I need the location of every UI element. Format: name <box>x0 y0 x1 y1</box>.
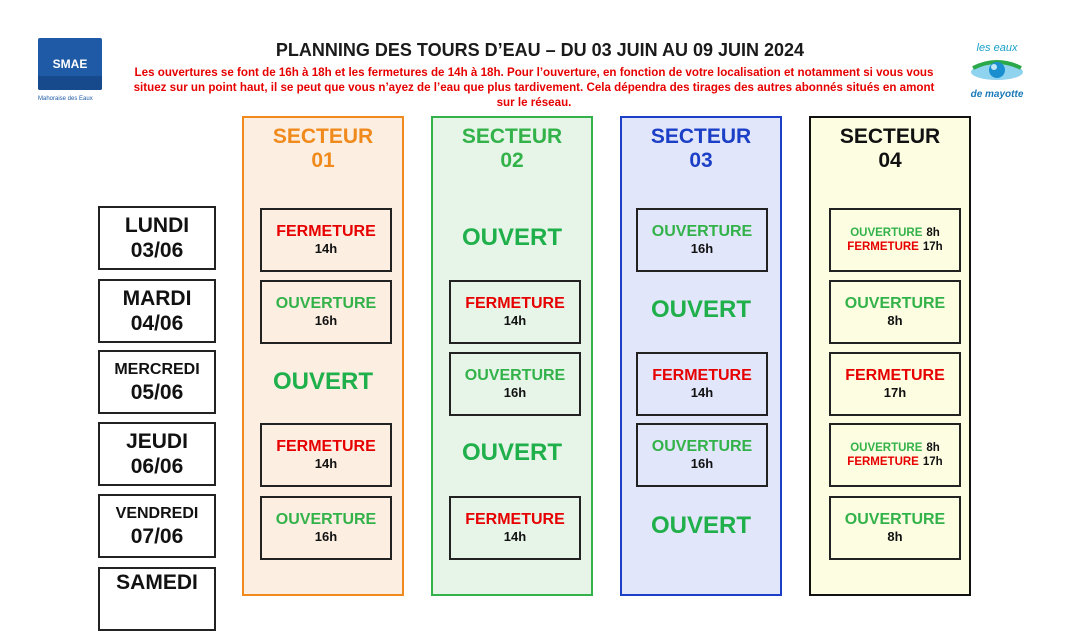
time-label: 16h <box>314 313 338 328</box>
schedule-cell-s1-day4 <box>260 423 392 487</box>
time-label: 14h <box>314 241 338 256</box>
opening-label: OUVERTURE <box>850 227 923 239</box>
time-label: 8h <box>887 529 903 544</box>
opening-label: OUVERTURE <box>651 438 753 455</box>
schedule-cell-s3-day3 <box>636 352 768 416</box>
schedule-cell-s3-day4 <box>636 423 768 487</box>
schedule-cell-s2-day3 <box>449 352 581 416</box>
sector-label: SECTEUR <box>461 125 563 148</box>
opening-label: OUVERTURE <box>844 511 946 528</box>
sector-02-header <box>433 125 591 173</box>
closing-label: FERMETURE <box>465 511 565 528</box>
schedule-cell-s1-day5 <box>260 496 392 560</box>
open-status-s3-day2: OUVERT <box>650 296 751 323</box>
day-name: SAMEDI <box>116 571 198 594</box>
sector-label: SECTEUR <box>650 125 752 148</box>
opening-line <box>831 441 959 455</box>
day-date: 07/06 <box>130 524 184 548</box>
schedule-cell-s4-day1 <box>829 208 961 272</box>
opening-label: OUVERTURE <box>464 367 566 384</box>
time-label: 14h <box>503 529 527 544</box>
opening-label: OUVERTURE <box>844 295 946 312</box>
day-date: 04/06 <box>130 311 184 335</box>
day-name: JEUDI <box>126 429 188 453</box>
open-status-s3-day5: OUVERT <box>650 512 751 539</box>
schedule-cell-s3-day1 <box>636 208 768 272</box>
schedule-cell-s1-day2 <box>260 280 392 344</box>
schedule-cell-s2-day5 <box>449 496 581 560</box>
day-tuesday <box>98 279 216 343</box>
opening-time: 8h <box>926 442 940 454</box>
day-name: LUNDI <box>124 213 190 237</box>
open-status-s2-day1: OUVERT <box>461 224 562 251</box>
closing-label: FERMETURE <box>652 367 752 384</box>
day-name: MERCREDI <box>114 360 200 378</box>
time-label: 14h <box>314 456 338 471</box>
closing-label: FERMETURE <box>845 367 945 384</box>
day-date: 06/06 <box>130 454 184 478</box>
time-label: 14h <box>503 313 527 328</box>
sector-04-header <box>811 125 969 173</box>
smae-logo-mark: SMAE <box>38 38 102 90</box>
closing-time: 17h <box>922 456 943 468</box>
smae-logo <box>38 38 106 112</box>
closing-label: FERMETURE <box>465 295 565 312</box>
sector-number: 03 <box>689 149 713 172</box>
opening-time: 8h <box>926 227 940 239</box>
sector-number: 04 <box>878 149 902 172</box>
sector-01-header <box>244 125 402 173</box>
sector-label: SECTEUR <box>839 125 941 148</box>
day-date: 03/06 <box>130 238 184 262</box>
water-drop-icon <box>967 54 1027 86</box>
opening-line <box>831 226 959 240</box>
sector-number: 02 <box>500 149 524 172</box>
eaux-de-mayotte-logo <box>962 42 1032 104</box>
time-label: 16h <box>314 529 338 544</box>
day-name: MARDI <box>122 286 192 310</box>
time-label: 16h <box>503 385 527 400</box>
open-status-s2-day4: OUVERT <box>461 439 562 466</box>
day-thursday <box>98 422 216 486</box>
time-label: 14h <box>690 385 714 400</box>
eaux-logo-top-text: les eaux <box>976 42 1018 54</box>
schedule-cell-s4-day4 <box>829 423 961 487</box>
open-status-s1-day3: OUVERT <box>272 368 373 395</box>
closing-time: 17h <box>922 241 943 253</box>
opening-label: OUVERTURE <box>850 442 923 454</box>
smae-logo-subtitle: Mahoraise des Eaux <box>38 96 93 102</box>
day-name: VENDREDI <box>115 504 199 522</box>
schedule-cell-s2-day2 <box>449 280 581 344</box>
notice-text: Les ouvertures se font de 16h à 18h et les fermetures de 14h à 18h. Pour l’ouverture, en fonction de votre localisation et notamment si vous vous situez sur un point haut, il se peut que vous n’ayez de l’eau que plus tardivement. Cela dépendra des tirages des autres abonnés situés en amont sur le réseau. <box>133 66 935 109</box>
closing-line <box>831 240 959 254</box>
schedule-cell-s4-day3 <box>829 352 961 416</box>
closing-label: FERMETURE <box>847 456 919 468</box>
time-label: 17h <box>883 385 907 400</box>
day-friday <box>98 494 216 558</box>
day-monday <box>98 206 216 270</box>
page-title: PLANNING DES TOURS D’EAU – DU 03 JUIN AU 09 JUIN 2024 <box>275 40 805 60</box>
closing-label: FERMETURE <box>847 241 919 253</box>
sector-number: 01 <box>311 149 335 172</box>
time-label: 8h <box>887 313 903 328</box>
schedule-cell-s4-day5 <box>829 496 961 560</box>
sector-label: SECTEUR <box>272 125 374 148</box>
opening-label: OUVERTURE <box>651 223 753 240</box>
time-label: 16h <box>690 241 714 256</box>
closing-label: FERMETURE <box>276 438 376 455</box>
closing-line <box>831 455 959 469</box>
day-date: 05/06 <box>130 380 184 404</box>
eaux-logo-bottom-text: de mayotte <box>970 89 1024 100</box>
time-label: 16h <box>690 456 714 471</box>
closing-label: FERMETURE <box>276 223 376 240</box>
day-saturday <box>98 567 216 631</box>
opening-label: OUVERTURE <box>275 295 377 312</box>
day-wednesday <box>98 350 216 414</box>
schedule-cell-s1-day1 <box>260 208 392 272</box>
sector-03-header <box>622 125 780 173</box>
schedule-cell-s4-day2 <box>829 280 961 344</box>
opening-label: OUVERTURE <box>275 511 377 528</box>
